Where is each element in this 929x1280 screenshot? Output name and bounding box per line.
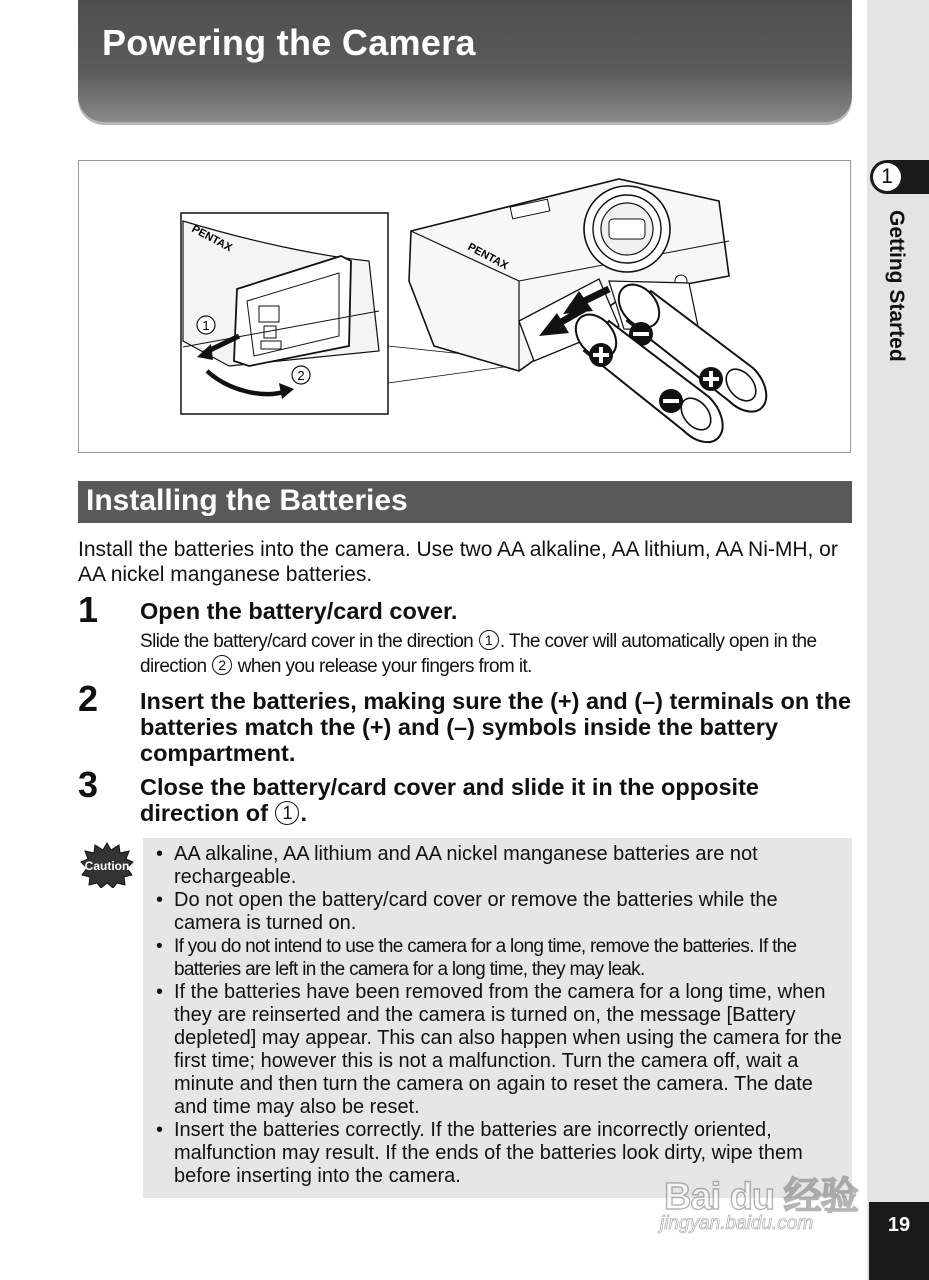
step-3-number: 3 [78,764,99,805]
circle-1-icon: 1 [275,801,299,825]
step-2-heading: Insert the batteries, making sure the (+) and (–) terminals on the batteries match the (+) and (–) symbols inside the battery compartment. [140,688,852,766]
inset-brand-text: PENTAX [189,223,234,255]
step-1-description [140,629,860,679]
title-band [78,0,852,122]
camera-battery-diagram [79,161,852,454]
caution-item: • If you do not intend to use the camera for a long time, remove the batteries. If the batteries are left in the camera for a long time, they may leak. [152,935,844,981]
page-number: 19 [869,1202,929,1280]
cover-detail-inset [181,213,388,414]
step-1-desc-part1: Slide the battery/card cover in the direction [140,631,478,652]
step-1-desc-part3: when you release your fingers from it. [233,656,532,677]
caution-item: • AA alkaline, AA lithium and AA nickel manganese batteries are not rechargeable. [152,843,844,889]
camera-brand-text: PENTAX [465,241,510,273]
circle-1-icon: 1 [479,630,499,650]
watermark [660,1165,870,1245]
caution-item: • If the batteries have been removed from the camera for a long time, when they are reinserted and the camera is turned on, the message [Battery depleted] may appear. This can also happen when using the camera for the first time; however this is not a malfunction. Turn the camera off, wait a minute and then turn the camera on again to reset the camera. The date and time may also be reset. [152,981,844,1119]
watermark-url: jingyan.baidu.com [660,1213,814,1234]
battery-illustration [78,160,851,453]
step-2-number: 2 [78,678,99,719]
caution-item: • Do not open the battery/card cover or remove the batteries while the camera is turned on. [152,889,844,935]
step-1-desc-part2: . The cover will automatically open in the direction [140,631,817,677]
step-3-heading [140,774,860,826]
caution-icon [80,842,134,888]
step-3-heading-part2: . [300,800,308,826]
callout-1-label: 1 [202,318,210,333]
section-heading-bar [78,481,852,523]
caution-list [152,843,844,1188]
chapter-label: Getting Started [885,210,908,362]
chapter-number: 1 [873,163,901,191]
circle-2-icon: 2 [212,655,232,675]
caution-icon-label: Caution [84,859,130,873]
intro-paragraph: Install the batteries into the camera. Use two AA alkaline, AA lithium, AA Ni-MH, or AA nickel manganese batteries. [78,538,838,586]
step-1-heading: Open the battery/card cover. [140,598,458,624]
caution-item: • Insert the batteries correctly. If the batteries are incorrectly oriented, malfunction may result. If the ends of the batteries look dirty, wipe them before inserting into the camera. [152,1119,844,1188]
chapter-badge [870,160,929,194]
callout-2-label: 2 [297,368,305,383]
section-title: Installing the Batteries [86,484,408,517]
step-3-heading-part1: Close the battery/card cover and slide it in the opposite direction of [140,774,759,826]
step-1-number: 1 [78,589,99,630]
watermark-logo-text: Bai du 经验 [664,1176,858,1218]
page-title: Powering the Camera [102,22,476,63]
